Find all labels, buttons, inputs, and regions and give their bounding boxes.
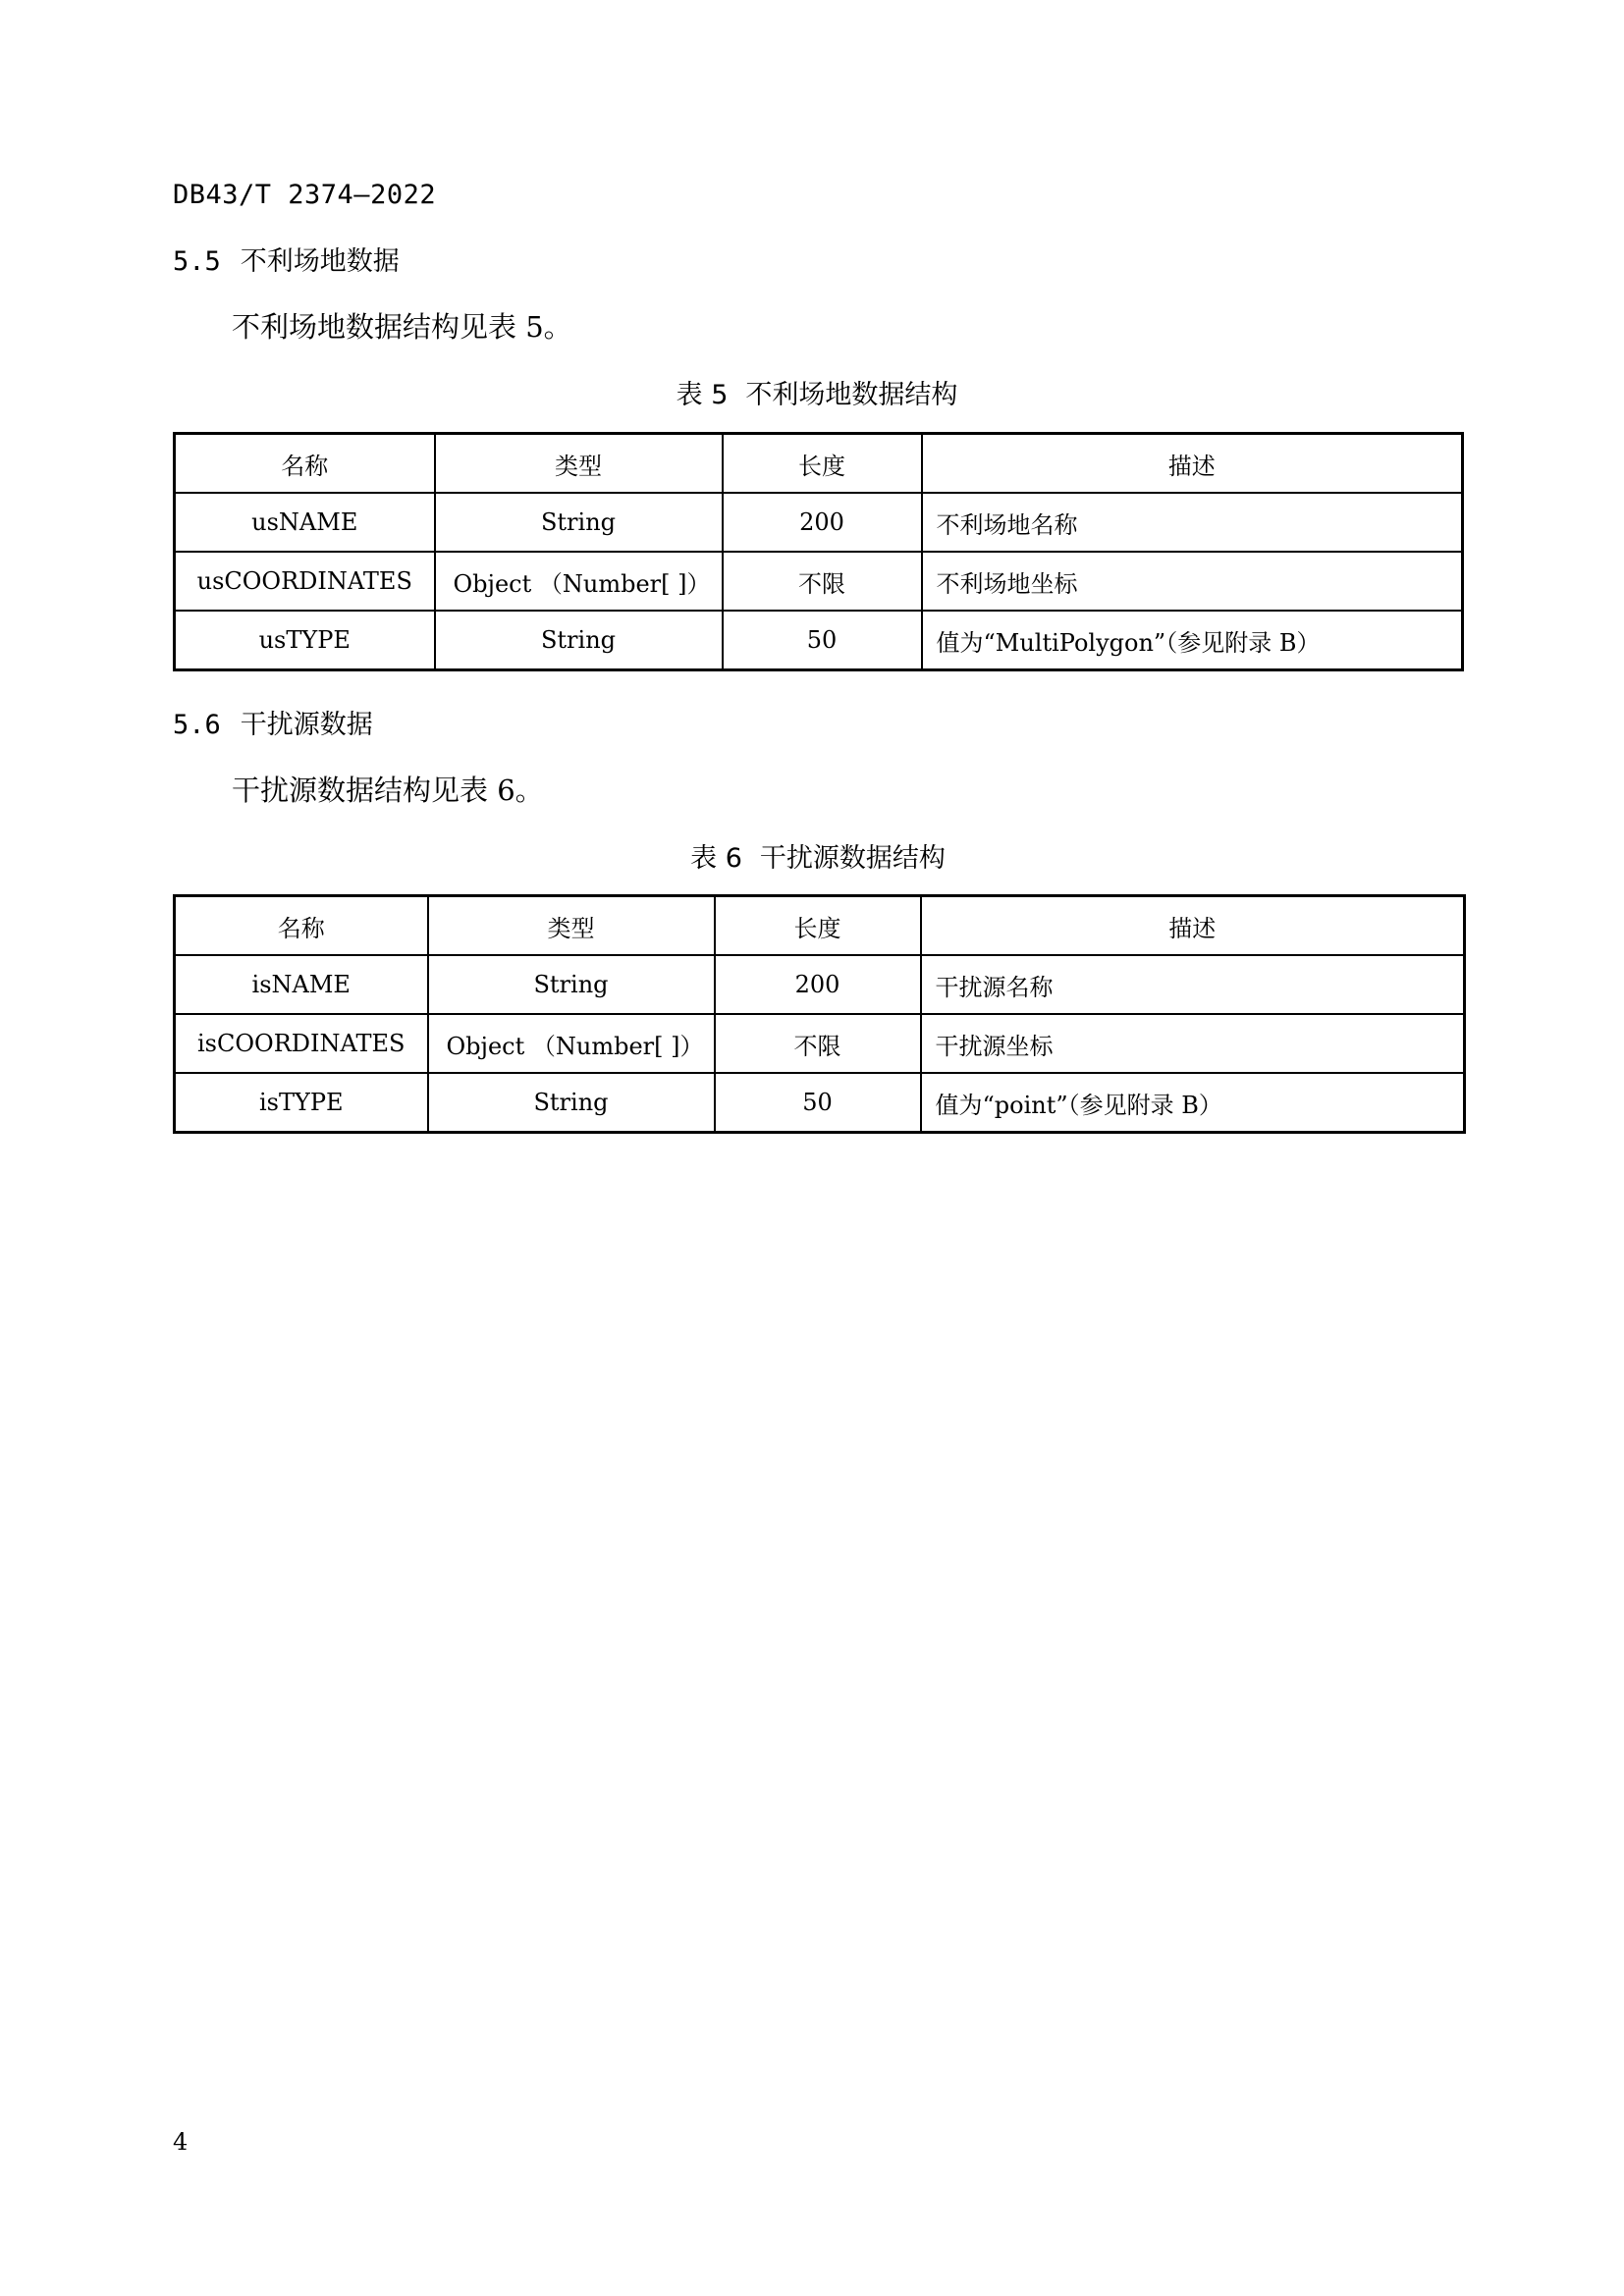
section-number: 5.5 — [173, 246, 221, 277]
section-heading-5-5 — [173, 240, 400, 278]
table-row — [175, 493, 1463, 552]
section-heading-5-6 — [173, 703, 373, 741]
section-title: 干扰源数据 — [240, 710, 373, 740]
table-header-row — [175, 896, 1465, 956]
table-header-row — [175, 434, 1463, 494]
table-caption-6 — [173, 836, 1463, 875]
cell-type: String — [428, 1073, 715, 1133]
cell-length: 不限 — [723, 552, 922, 611]
section-intro-5-6: 干扰源数据结构见表 6。 — [232, 774, 544, 807]
table-caption-number: 表 5 — [676, 380, 729, 410]
column-header-name: 名称 — [175, 896, 428, 956]
section-title: 不利场地数据 — [240, 246, 400, 277]
cell-type: String — [435, 493, 723, 552]
page-number: 4 — [173, 2128, 189, 2156]
table-caption-title: 干扰源数据结构 — [759, 843, 946, 874]
cell-description: 干扰源坐标 — [921, 1014, 1465, 1073]
cell-type: Object （Number[ ]） — [435, 552, 723, 611]
table-row — [175, 1073, 1465, 1133]
column-header-type: 类型 — [435, 434, 723, 494]
cell-type: String — [428, 955, 715, 1014]
cell-description: 值为“MultiPolygon”（参见附录 B） — [922, 611, 1463, 670]
document-id-header: DB43/T 2374—2022 — [173, 180, 437, 210]
cell-length: 200 — [715, 955, 921, 1014]
cell-length: 200 — [723, 493, 922, 552]
cell-length: 50 — [723, 611, 922, 670]
column-header-length: 长度 — [715, 896, 921, 956]
cell-name: usCOORDINATES — [175, 552, 435, 611]
cell-length: 50 — [715, 1073, 921, 1133]
column-header-description: 描述 — [921, 896, 1465, 956]
cell-name: isTYPE — [175, 1073, 428, 1133]
table-6 — [173, 894, 1466, 1134]
cell-type: Object （Number[ ]） — [428, 1014, 715, 1073]
column-header-description: 描述 — [922, 434, 1463, 494]
cell-name: usNAME — [175, 493, 435, 552]
table-caption-5 — [173, 373, 1461, 411]
table-row — [175, 955, 1465, 1014]
cell-name: isCOORDINATES — [175, 1014, 428, 1073]
cell-type: String — [435, 611, 723, 670]
cell-length: 不限 — [715, 1014, 921, 1073]
table-caption-number: 表 6 — [690, 843, 742, 874]
cell-description: 干扰源名称 — [921, 955, 1465, 1014]
table-row — [175, 611, 1463, 670]
cell-description: 不利场地名称 — [922, 493, 1463, 552]
table-row — [175, 1014, 1465, 1073]
section-number: 5.6 — [173, 710, 221, 740]
table-caption-title: 不利场地数据结构 — [745, 380, 958, 410]
cell-name: isNAME — [175, 955, 428, 1014]
cell-name: usTYPE — [175, 611, 435, 670]
table-row — [175, 552, 1463, 611]
column-header-length: 长度 — [723, 434, 922, 494]
section-intro-5-5: 不利场地数据结构见表 5。 — [232, 310, 572, 344]
column-header-name: 名称 — [175, 434, 435, 494]
column-header-type: 类型 — [428, 896, 715, 956]
cell-description: 不利场地坐标 — [922, 552, 1463, 611]
table-5 — [173, 432, 1464, 671]
cell-description: 值为“point”（参见附录 B） — [921, 1073, 1465, 1133]
